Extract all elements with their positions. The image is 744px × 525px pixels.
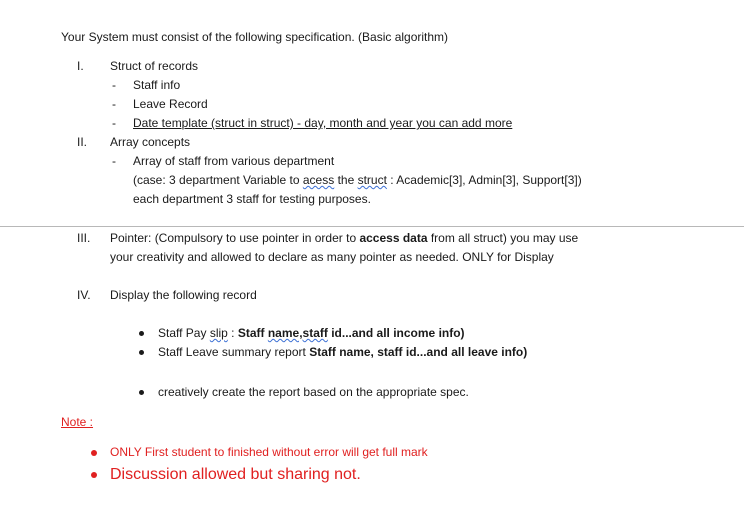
section-1-item-2: Leave Record [133,97,208,111]
section-4-bullet-3: creatively create the report based on the appropriate spec. [158,385,469,399]
note-label: Note : [61,415,94,429]
section-2-title: Array concepts [110,135,191,149]
bullet-icon [91,450,97,456]
section-1-title: Struct of records [110,59,199,73]
section-2-item-1: Array of staff from various department [133,154,335,168]
document-heading: Your System must consist of the following specification. (Basic algorithm) [61,30,449,44]
section-4-title: Display the following record [110,288,257,302]
section-4-bullet-1: Staff Pay slip : Staff name,staff id...and all income info) [158,326,465,340]
note-item-2: Discussion allowed but sharing not. [110,466,361,483]
section-3-numeral: III. [77,231,91,245]
section-4-bullet-2: Staff Leave summary report Staff name, staff id...and all leave info) [158,345,528,359]
section-3-line-2: your creativity and allowed to declare as many pointer as needed. ONLY for Display [110,250,554,264]
bullet-icon [139,350,144,355]
dash-icon: - [112,97,116,111]
note-item-1: ONLY First student to finished without error will get full mark [110,445,428,459]
bullet-icon [139,390,144,395]
section-1-numeral: I. [77,59,84,73]
section-3-line-1: Pointer: (Compulsory to use pointer in order to access data from all struct) you may use [110,231,579,245]
section-2-detail-line-2: each department 3 staff for testing purposes. [133,192,371,206]
bullet-icon [91,472,97,478]
section-2-detail-line-1: (case: 3 department Variable to acess the struct : Academic[3], Admin[3], Support[3]) [133,173,582,187]
bullet-icon [139,331,144,336]
dash-icon: - [112,154,116,168]
dash-icon: - [112,116,116,130]
section-2-numeral: II. [77,135,88,149]
spelling-mark: struct [357,173,387,187]
page-divider [0,226,744,227]
section-1-item-1: Staff info [133,78,181,92]
section-1-item-3: Date template (struct in struct) - day, month and year you can add more [133,116,513,130]
section-4-numeral: IV. [77,288,91,302]
dash-icon: - [112,78,116,92]
spelling-mark: acess [302,173,335,187]
